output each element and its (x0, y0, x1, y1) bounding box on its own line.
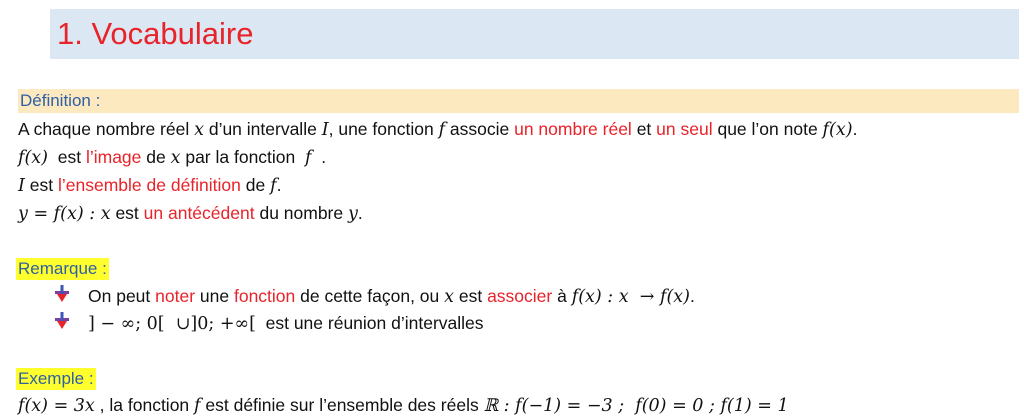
emphasis-text: l’image (85, 147, 142, 167)
math-var: f (438, 120, 446, 140)
definition-label: Définition : (20, 91, 101, 110)
text: . (276, 175, 282, 195)
text: est (48, 147, 86, 167)
text: est une réunion d’intervalles (255, 313, 484, 333)
exemple-label: Exemple : (18, 369, 94, 388)
emphasis-text: noter (155, 286, 196, 306)
math-var: y (347, 204, 358, 224)
text: de (141, 147, 171, 167)
math-var: x (444, 287, 454, 307)
text: . (357, 203, 363, 223)
definition-line-1 (18, 117, 857, 142)
text: à (552, 286, 572, 306)
text: et (631, 119, 657, 139)
math-expr: f(x) (18, 148, 49, 168)
text: est (110, 203, 144, 223)
math-var: f (305, 148, 312, 168)
emphasis-text: fonction (233, 286, 296, 306)
text: On peut (88, 286, 156, 306)
text: du nombre (254, 203, 348, 223)
page-title: 1. Vocabulaire (57, 16, 254, 51)
remarque-label: Remarque : (18, 259, 107, 278)
math-var: I (18, 176, 25, 196)
text: que l’on note (712, 119, 823, 139)
text: est définie sur l’ensemble des réels (200, 395, 484, 415)
emphasis-text: un nombre réel (514, 119, 632, 139)
math-expr: ] − ∞; 0[ ∪]0; +∞[ (88, 314, 256, 334)
bullet-arrow-icon (55, 312, 69, 330)
text: par la fonction (180, 147, 306, 167)
text: . (689, 286, 695, 306)
text: une (195, 286, 234, 306)
math-var: f (194, 396, 201, 416)
remarque-item-2 (88, 311, 484, 336)
exemple-line (18, 393, 789, 418)
definition-line-2 (18, 145, 326, 170)
math-expr: f(x) : x → f(x) (571, 287, 690, 307)
math-expr: f(x) = 3x (18, 396, 95, 416)
definition-line-3 (18, 173, 281, 198)
text: de (240, 175, 271, 195)
math-expr: ℝ : f(−1) = −3 ; f(0) = 0 ; f(1) = 1 (483, 396, 789, 416)
text: . (311, 147, 327, 167)
math-var: x (194, 120, 204, 140)
text: associe (445, 119, 515, 139)
math-var: x (170, 148, 181, 168)
remarque-item-1 (88, 284, 695, 309)
text: est (24, 175, 58, 195)
emphasis-text: un antécédent (143, 203, 255, 223)
title-banner (50, 9, 1019, 59)
text: de cette façon, ou (295, 286, 445, 306)
math-expr: y = f(x) : x (18, 204, 111, 224)
bullet-arrow-icon (55, 285, 69, 303)
emphasis-text: associer (487, 286, 553, 306)
text: , une fonction (328, 119, 439, 139)
math-var: f (270, 176, 277, 196)
text: , la fonction (94, 395, 195, 415)
emphasis-text: l’ensemble de définition (58, 175, 241, 195)
definition-banner (18, 89, 1019, 113)
text: A chaque nombre réel (18, 119, 195, 139)
text: d’un intervalle (203, 119, 322, 139)
definition-line-4 (18, 201, 363, 226)
emphasis-text: un seul (656, 119, 713, 139)
text: . (852, 119, 858, 139)
text: est (454, 286, 488, 306)
math-expr: f(x) (822, 120, 853, 140)
math-var: I (321, 120, 329, 140)
